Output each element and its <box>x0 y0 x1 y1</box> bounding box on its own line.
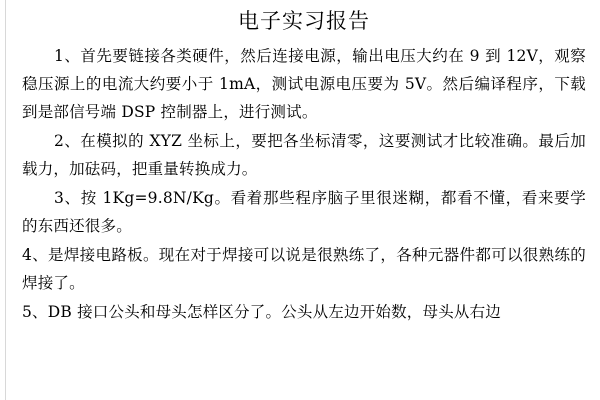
paragraph-2: 2、在模拟的 XYZ 坐标上，要把各坐标清零，这要测试才比较准确。最后加载力，加砝码，把重量转换成力。 <box>22 132 586 178</box>
paragraph-5: 5、DB 接口公头和母头怎样区分了。公头从左边开始数，母头从右边 <box>22 303 502 321</box>
left-margin-rule <box>5 0 6 400</box>
page-title: 电子实习报告 <box>238 9 370 33</box>
paragraph-3: 3、按 1Kg=9.8N/Kg。看着那些程序脑子里很迷糊，都看不懂，看来要学的东西还很多。 <box>22 189 586 235</box>
paragraph-1: 1、首先要链接各类硬件，然后连接电源，输出电压大约在 9 到 12V，观察稳压源上的电流大约要小于 1mA，测试电源电压要为 5V。然后编译程序，下载到是部信号端 DSP 控制器上，进行测试。 <box>22 47 586 121</box>
paragraph-4: 4、是焊接电路板。现在对于焊接可以说是很熟练了，各种元器件都可以很熟练的焊接了。 <box>22 246 586 292</box>
